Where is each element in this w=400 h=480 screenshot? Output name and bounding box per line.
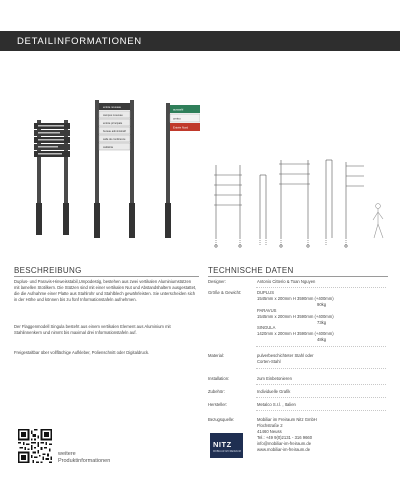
technical-drawings: [206, 150, 390, 260]
product-photos: [14, 95, 200, 245]
row-divider: [256, 397, 386, 398]
size-singula-dims: 1420mm x 200mm H 3590mm (+400mm): [257, 331, 334, 337]
material-label: Material:: [208, 353, 225, 358]
size-paravus-weight: 73kg: [317, 319, 327, 325]
bezugsquelle-address: [257, 417, 387, 452]
technische-daten-title: TECHNISCHE DATEN: [208, 266, 294, 275]
bezugsquelle-website[interactable]: www.mobiliar-im-freiraum.de: [257, 446, 311, 452]
bezugsquelle-line: Mobiliar im Freiraum Nitz GmbH: [257, 417, 317, 422]
person-scale-figure: [373, 204, 383, 238]
designer-label: Designer:: [208, 279, 226, 284]
right-sign-3: Entrée Nord: [173, 125, 189, 130]
zubehoer-value: Individuelle Grafik: [257, 389, 291, 394]
qr-caption-line2: Produktinformationen: [58, 457, 111, 464]
mid-sign-5: salle de conférence: [103, 138, 126, 141]
size-singula-name: SINGULA: [257, 325, 276, 331]
bezugsquelle-email[interactable]: info@mobiliar-im-freiraum.de: [257, 440, 312, 446]
row-divider: [256, 287, 386, 288]
nitz-logo: [210, 433, 243, 458]
material-value: pulverbeschichteter Stahl oder Corten-Stahl: [257, 353, 314, 364]
qr-code-icon[interactable]: [18, 429, 52, 463]
nitz-logo-tagline: MOBILIAR IM FREIRAUM: [213, 450, 241, 453]
designer-value: Antonio Citterio & Toan Nguyen: [257, 279, 316, 284]
bezugsquelle-label: Bezugsquelle:: [208, 417, 235, 422]
beschreibung-title: BESCHREIBUNG: [14, 266, 82, 275]
size-paravus-name: PARAVUS: [257, 307, 277, 313]
size-duplus-weight: 90kg: [317, 301, 327, 307]
size-duplus-dims: 1545mm x 200mm H 3590mm (+400mm): [257, 295, 334, 301]
bezugsquelle-phone: Tel.: +49 9(0)2131 - 316 9660: [257, 434, 313, 440]
installation-value: zum Einbetonieren: [257, 376, 292, 381]
row-divider: [256, 346, 386, 347]
mid-sign-4: bureau administratif: [103, 130, 126, 133]
beschreibung-rule: [14, 276, 199, 277]
groesse-label: Größe & Gewicht:: [208, 290, 242, 295]
size-singula-weight: 48kg: [317, 337, 327, 343]
row-divider: [256, 384, 386, 385]
beschreibung-paragraph-1: Duplus- und Paravis-Hinweisstabil,Umpodestig, bestehen aus zwei vertikalen Aluminiumstützen mit lamellen Stotilkern. Die Stützen sind mit einer vertikalen Nut und Abstandshaltern ausgestattet, die die Aufnahme einer Platte aus Stahlrohr und Stahlblech gewährleisten. Sie unterscheiden sich in der Höhe und können bis zu fünf Informationstafeln aufnehmen.: [14, 279, 197, 302]
mid-sign-3: entrée principale: [103, 122, 123, 125]
groesse-values: [257, 290, 387, 343]
qr-caption-line1: weitere: [58, 451, 76, 457]
beschreibung-paragraph-2: Der Flaggenmodell Singula besteht aus einem vertikalen Element aus Aluminium mit Stahlinnenkern und nimmt bis maximal drei Informationstafeln auf.: [14, 324, 171, 335]
zubehoer-label: Zubehör:: [208, 389, 225, 394]
mid-sign-2: campus nouveau: [103, 114, 123, 117]
page-title: DETAILINFORMATIONEN: [17, 36, 142, 47]
qr-caption: [58, 451, 110, 465]
installation-label: Installation:: [208, 376, 230, 381]
bezugsquelle-line: Flochstraße 2: [257, 422, 283, 428]
row-divider: [256, 410, 386, 411]
size-duplus-name: DUPLUS: [257, 290, 274, 295]
mid-sign-6: cafétéria: [103, 146, 113, 149]
bezugsquelle-line: 41460 Neuss: [257, 428, 282, 434]
row-divider: [256, 368, 386, 369]
mid-sign-1: entrée nouveau: [103, 106, 122, 109]
size-paravus-dims: 1545mm x 200mm H 3590mm (+400mm): [257, 313, 334, 319]
technische-daten-rule: [208, 276, 388, 277]
beschreibung-paragraph-3: Freigestaltbar über vollflächige Aufkleber, Polienschnitt oder Digitaldruck.: [14, 350, 150, 355]
right-sign-1: auswahl: [173, 107, 184, 112]
hersteller-label: Hersteller:: [208, 402, 228, 407]
hersteller-value: Metalco S.r.l. , Italien: [257, 402, 296, 407]
nitz-logo-brand: NITZ: [213, 440, 232, 449]
right-sign-2: centro: [173, 116, 181, 121]
